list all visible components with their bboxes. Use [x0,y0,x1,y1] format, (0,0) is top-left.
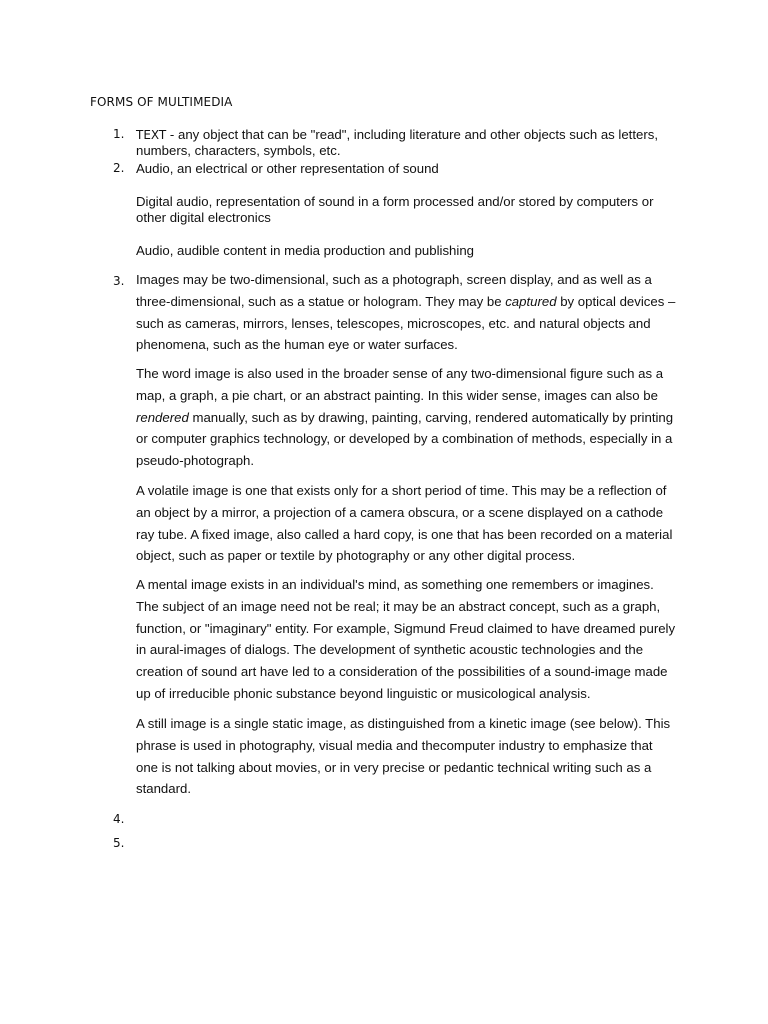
text-label: TEXT [136,128,167,142]
audible-content-paragraph: Audio, audible content in media production and publishing [136,243,474,258]
list-number-4: 4. [113,812,125,826]
digital-audio-paragraph: Digital audio, representation of sound in a form processed and/or stored by computers or other digital electronics [136,194,654,225]
list-number-2: 2. [113,161,125,175]
images-text-before: Images may be two-dimensional, such as a photograph, screen display, and as well as a three-dimensional, such as a statue or hologram. They may be [136,272,652,309]
images-text-after: by optical devices – such as cameras, mirrors, lenses, telescopes, microscopes, etc. and natural objects and phenomena, such as the human eye or water surfaces. [136,293,676,353]
word-image-text-before: The word image is also used in the broader sense of any two-dimensional figure such as a map, a graph, a pie chart, or an abstract painting. In this wider sense, images can also be [136,366,664,403]
list-number-5: 5. [113,836,125,850]
word-image-text-after: manually, such as by drawing, painting, carving, rendered automatically by printing or computer graphics technology, or developed by a combination of methods, especially in a pseudo-photograph. [136,409,674,469]
captured-emphasis: captured [505,293,557,309]
list-number-1: 1. [113,127,125,141]
images-paragraph [136,269,676,356]
volatile-image-paragraph: A volatile image is one that exists only for a short period of time. This may be a reflection of an object by a mirror, a projection of a camera obscura, or a scene displayed on a cathode ray tube. A fixed image, also called a hard copy, is one that has been recorded on a material object, such as paper or textile by photography or any other digital process. [136,483,673,564]
mental-image-paragraph: A mental image exists in an individual's mind, as something one remembers or imagines. The subject of an image need not be real; it may be an abstract concept, such as a graph, function, or "imaginary" entity. For example, Sigmund Freud claimed to have dreamed purely in aural-images of dialogs. The development of synthetic acoustic technologies and the creation of sound art have led to a consideration of the possibilities of a sound-image made up of irreducible phonic substance beyond linguistic or musicological analysis. [136,577,676,701]
rendered-emphasis: rendered [136,409,189,425]
word-image-paragraph [136,363,676,472]
list-number-3: 3. [113,274,125,288]
page-title: FORMS OF MULTIMEDIA [90,95,233,109]
list-item-text [136,127,676,159]
audio-line: Audio, an electrical or other representation of sound [136,161,439,176]
still-image-paragraph: A still image is a single static image, as distinguished from a kinetic image (see below). This phrase is used in photography, visual media and thecomputer industry to emphasize that one is not talking about movies, or in very precise or pedantic technical writing such as a standard. [136,716,671,797]
text-description: - any object that can be "read", including literature and other objects such as letters, numbers, characters, symbols, etc. [136,127,658,158]
